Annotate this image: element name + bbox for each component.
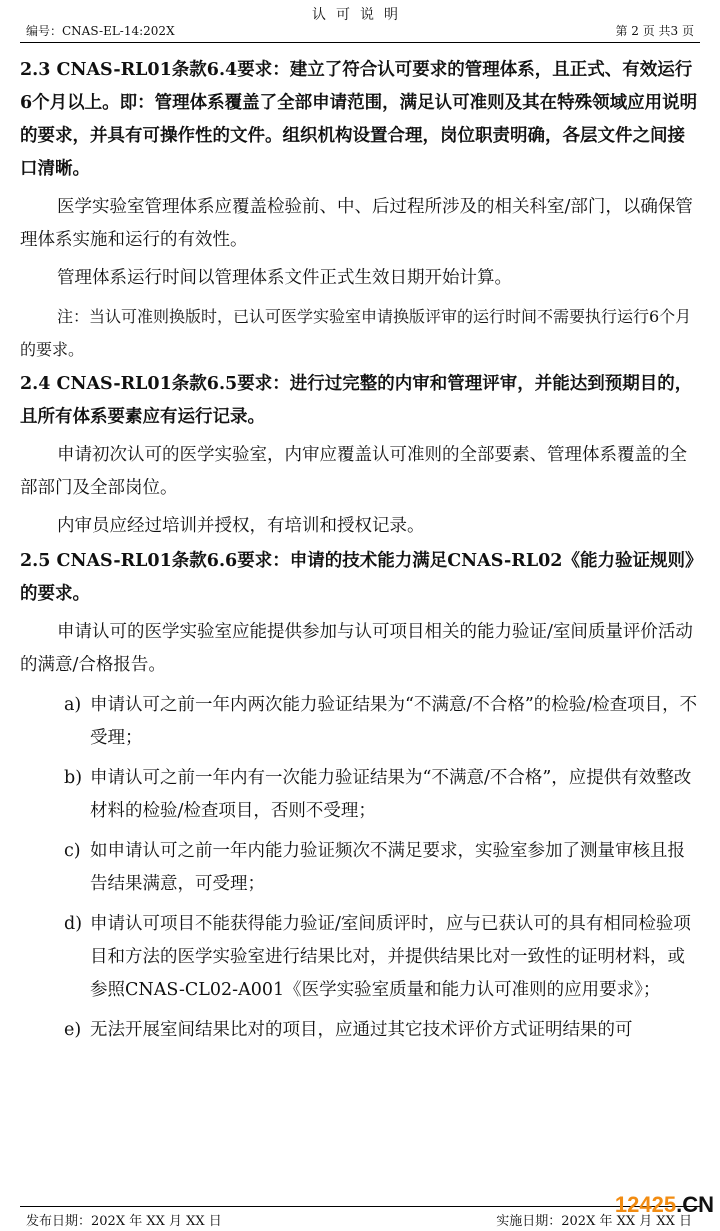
issue-date: 发布日期：202X 年 XX 月 XX 日 [26,1214,222,1229]
list-item-label: c) [64,841,81,861]
list-item-label: e) [64,1020,82,1040]
list-item [64,908,700,1007]
footer-divider [20,1206,700,1207]
paragraph: 管理体系运行时间以管理体系文件正式生效日期开始计算。 [57,268,512,288]
header-divider [20,42,700,43]
note-paragraph: 注：当认可准则换版时，已认可医学实验室申请换版评审的运行时间不需要执行运行6个月的要求。 [20,307,692,359]
list-item-text: 申请认可项目不能获得能力验证/室间质评时，应与已获认可的具有相同检验项目和方法的医学实验室进行结果比对，并提供结果比对一致性的证明材料，或参照CNAS-CL02-A001《医学实验室质量和能力认可准则的应用要求》； [90,914,691,1000]
document-number: 编号：CNAS-EL-14:202X [26,24,175,38]
document-body [20,52,700,1047]
list-item-label: a) [64,695,82,715]
watermark-domain: .CN [676,1192,714,1217]
list-item [64,689,700,755]
paragraph: 内审员应经过培训并授权，有培训和授权记录。 [57,516,425,536]
list-item [64,835,700,901]
list-item-label: d) [64,914,83,934]
site-watermark [615,1192,714,1218]
document-title: 认可说明 [312,7,408,23]
section-heading: 2.4 CNAS-RL01条款6.5要求：进行过完整的内审和管理评审，并能达到预期目的，且所有体系要素应有运行记录。 [20,374,693,427]
list-item-text: 如申请认可之前一年内能力验证频次不满足要求，实验室参加了测量审核且报告结果满意，可受理； [90,841,685,894]
list-item [64,762,700,828]
page-indicator: 第 2 页 共3 页 [615,24,694,38]
list-item-text: 无法开展室间结果比对的项目，应通过其它技术评价方式证明结果的可 [90,1020,633,1040]
list-item [64,1014,700,1047]
paragraph: 申请初次认可的医学实验室，内审应覆盖认可准则的全部要素、管理体系覆盖的全部部门及全部岗位。 [20,445,687,498]
paragraph: 医学实验室管理体系应覆盖检验前、中、后过程所涉及的相关科室/部门，以确保管理体系实施和运行的有效性。 [20,197,693,250]
list-item-text: 申请认可之前一年内有一次能力验证结果为“不满意/不合格”，应提供有效整改材料的检验/检查项目，否则不受理； [90,768,692,821]
section-heading: 2.5 CNAS-RL01条款6.6要求：申请的技术能力满足CNAS-RL02《能力验证规则》的要求。 [20,551,694,604]
watermark-number: 12425 [614,1192,677,1217]
list-item-text: 申请认可之前一年内两次能力验证结果为“不满意/不合格”的检验/检查项目，不受理； [90,695,698,748]
paragraph: 申请认可的医学实验室应能提供参加与认可项目相关的能力验证/室间质量评价活动的满意/合格报告。 [20,622,693,675]
effective-date: 实施日期：202X 年 XX 月 XX 日 [496,1214,692,1229]
list-item-label: b) [64,768,83,788]
section-heading: 2.3 CNAS-RL01条款6.4要求：建立了符合认可要求的管理体系，且正式、有效运行6个月以上。即：管理体系覆盖了全部申请范围，满足认可准则及其在特殊领域应用说明的要求，并具有可操作性的文件。组织机构设置合理，岗位职责明确，各层文件之间接口清晰。 [20,60,698,179]
